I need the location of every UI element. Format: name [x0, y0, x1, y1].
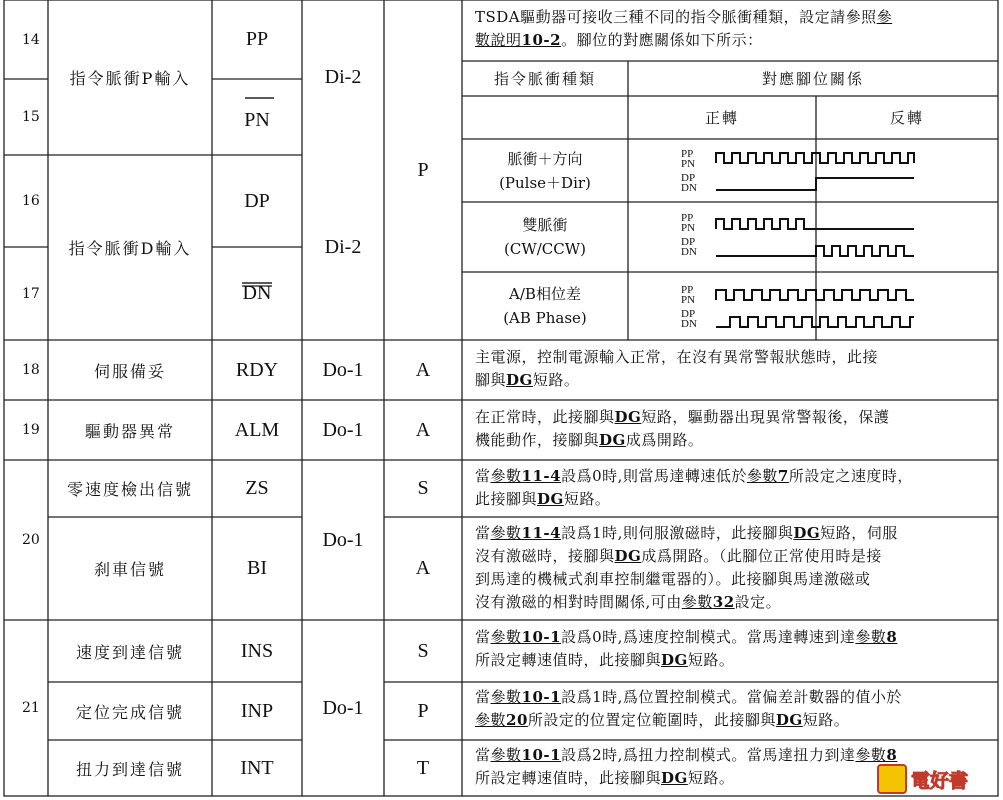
logo-mark-icon — [877, 764, 907, 794]
row-17-number: 17 — [22, 285, 40, 302]
type-rdy: A — [415, 358, 431, 381]
waveform-phase-a — [716, 290, 914, 300]
speed-reached-name: 速度到達信號 — [75, 642, 184, 662]
ab-phase-label: A/B相位差 (AB Phase) — [503, 285, 587, 327]
row-18-number: 18 — [22, 362, 40, 378]
reverse-header: 反轉 — [889, 109, 924, 127]
pulse-d-input-name: 指令脈衝D輸入 — [68, 239, 192, 258]
type-alm: A — [415, 418, 431, 441]
watermark-logo — [877, 762, 997, 796]
io-alm: Do-1 — [322, 418, 364, 441]
desc-bi: 當參數11-4設爲1時,則伺服激磁時，此接腳與DG短路，伺服 沒有激磁時，接腳與DG成爲開路。（此腳位正常使用時是接 到馬達的機械式刹車控制繼電器的）。此接腳與馬達激磁或 沒有激磁的相對時間關係,可由參數32設定。 — [475, 524, 898, 611]
code-rdy: RDY — [235, 358, 279, 381]
code-dn: DN — [242, 282, 272, 304]
desc-inp: 當參數10-1設爲1時,爲位置控制模式。當偏差計數器的值小於 參數20所設定的位置定位範圍時，此接腳與DG短路。 — [475, 688, 902, 729]
type-ins: S — [417, 639, 429, 662]
pulse-dir-label: 脈衝＋方向 (Pulse＋Dir) — [499, 149, 591, 192]
desc-int: 當參數10-1設爲2時,爲扭力控制模式。當馬達扭力到達參數8 所設定轉速值時，此接腳與DG短路。 — [475, 746, 898, 787]
zero-speed-name: 零速度檢出信號 — [66, 480, 193, 499]
cw-ccw-label: 雙脈衝 (CW/CCW) — [503, 216, 587, 258]
sig-labels-1: PP PN DP DN — [681, 148, 697, 194]
io-row20: Do-1 — [322, 528, 364, 551]
desc-alm: 在正常時，此接腳與DG短路，驅動器出現異常警報後，保護 機能動作，接腳與DG成爲開路。 — [475, 408, 890, 449]
row-21-number: 21 — [22, 700, 40, 716]
driver-alarm-name: 驅動器異常 — [84, 421, 175, 441]
row-14-number: 14 — [22, 31, 40, 48]
sig-labels-2: PP PN DP DN — [681, 212, 697, 258]
desc-rdy: 主電源，控制電源輸入正常，在沒有異常警報狀態時，此接 腳與DG短路。 — [475, 348, 879, 389]
waveform-pulse-dir-pulse — [716, 153, 914, 163]
code-int: INT — [240, 756, 274, 779]
waveform-ccw — [716, 246, 914, 256]
logo-text: 電好書 — [911, 770, 969, 792]
row-15-number: 15 — [22, 109, 40, 125]
type-pulse: P — [417, 158, 429, 181]
waveform-pulse-dir-direction — [716, 178, 914, 190]
row-19-number: 19 — [22, 422, 40, 438]
forward-header: 正轉 — [704, 109, 739, 127]
io-row21: Do-1 — [322, 696, 364, 719]
code-zs: ZS — [245, 477, 269, 499]
type-inp: P — [417, 699, 429, 722]
code-ins: INS — [240, 639, 274, 662]
type-bi: A — [415, 557, 431, 579]
torque-reached-name: 扭力到達信號 — [75, 759, 184, 779]
desc-ins: 當參數10-1設爲0時,爲速度控制模式。當馬達轉速到達參數8 所設定轉速值時，此接腳與DG短路。 — [475, 628, 898, 669]
position-done-name: 定位完成信號 — [75, 702, 184, 722]
row-20-number: 20 — [22, 532, 40, 548]
brake-signal-name: 刹車信號 — [93, 560, 166, 579]
io-d-group: Di-2 — [324, 236, 362, 258]
io-p-group: Di-2 — [324, 66, 362, 88]
pulse-description: TSDA驅動器可接收三種不同的指令脈衝種類，設定請參照參 數說明10-2。腳位的對應關係如下所示： — [475, 8, 893, 49]
row-16-number: 16 — [22, 193, 40, 209]
code-alm: ALM — [234, 418, 280, 441]
pulse-type-header: 指令脈衝種類 — [493, 70, 596, 88]
code-pp: PP — [245, 28, 269, 50]
sig-labels-3: PP PN DP DN — [681, 284, 697, 330]
type-zs: S — [417, 477, 429, 499]
pulse-p-input-name: 指令脈衝P輸入 — [69, 69, 191, 88]
code-dp: DP — [244, 189, 270, 212]
servo-ready-name: 伺服備妥 — [93, 361, 166, 381]
desc-zs: 當參數11-4設爲0時,則當馬達轉速低於參數7所設定之速度時， 此接腳與DG短路。 — [475, 467, 913, 508]
pin-relation-header: 對應腳位關係 — [761, 70, 864, 88]
code-bi: BI — [247, 557, 267, 579]
waveform-phase-b — [716, 317, 914, 327]
type-int: T — [416, 756, 430, 779]
io-rdy: Do-1 — [322, 358, 364, 381]
code-pn: PN — [244, 108, 270, 131]
code-inp: INP — [240, 699, 274, 722]
waveform-cw — [716, 219, 914, 229]
